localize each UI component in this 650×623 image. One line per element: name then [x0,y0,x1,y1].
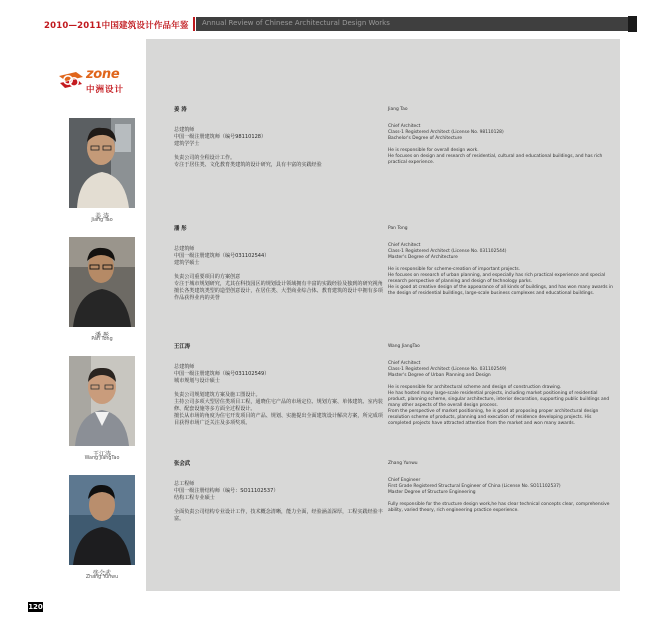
profile-en-title-line: Master Degree of Structure Engineering [388,490,476,495]
profile-cn-title-line: 中国一级注册建筑师（编号031102544） [174,253,270,259]
header-end-cap [628,16,637,32]
profile-cn-title-line: 总建筑师 [174,246,195,252]
profile-en-body-line: He is good at creative design of the appearance of all kinds of buildings, and has won many awards in the design of residential buildings, large-scale business complexes and educational buildings. [388,285,613,296]
profile-en-column [388,344,614,427]
profile-en-title-line: Chief Engineer [388,478,421,483]
profile-cn-body-line: 专注于居住类、文化教育类建筑的设计研究，具有丰富的实践经验 [174,162,322,168]
profile-en-title-line: Chief Architect [388,124,421,129]
header-bar [196,17,628,31]
profile-en-body-line: He focuses on research of urban planning, and especially has rich practical experience and special research perspective of planning and design of technology parks. [388,273,606,284]
header-title-cn: 2010—2011中国建筑设计作品年鉴 [44,21,189,31]
profile-en-title-line: Bachelor's Degree of Architecture [388,136,463,141]
portrait-name-en-2: Pan Tong [91,337,113,342]
profile-name-cn: 王江涛 [174,344,191,350]
profile-cn-title-line: 总建筑师 [174,364,195,370]
profile-cn-body-line: 负责公司规划建筑方案及施工图设计。 [174,392,261,398]
header-separator [193,17,195,31]
profile-en-body-line: Fully responsible for the structure design work,he has clear technical concepts clear, comprehensive ability, varied theory, rich engineering practice experience. [388,502,610,513]
profile-en-column [388,461,614,514]
profile-name-cn: 潘 彤 [174,226,187,232]
profile-cn-title-line: 总工程师 [174,481,195,487]
profile-en-title-line: Chief Architect [388,243,421,248]
page-number: 120 [28,603,43,611]
profile-cn-body-line: 擅长从市场的角度为住宅开发项目的产品、规划、实施提出全面建筑设计解决方案，所完成项目获得市场广泛关注及多项奖项。 [174,413,383,426]
portrait-name-en-4: Zhang Yunwu [85,575,119,580]
profile-en-title-line: First Grade Registered Structural Engineer of China (License No. SO11102537) [388,484,561,489]
profile-cn-body-line: 擅长各类建筑类型的造型创意设计，在居住类、大型商业综合体、教育建筑的设计中拥有多项作品获得业内的美誉 [174,288,383,301]
profile-cn-column [174,107,384,169]
profile-en-body-line: From the perspective of market positioning, he is good at proposing proper architectural design resolution scheme of products, planning and execution of residence developing projects. His completed projects have attracted attention from the market and won many awards. [388,409,599,426]
profile-cn-title-line: 结构工程专业硕士 [174,495,215,501]
profile-en-column [388,107,614,166]
profile-cn-title-line: 中国一级注册结构师（编号：SO11102537） [174,488,279,494]
profile-cn-title-line: 城市规划与设计硕士 [174,378,220,384]
logo-word: zone [86,67,120,82]
person-photo-icon [69,237,135,327]
profile-en-title-line: Chief Architect [388,361,421,366]
profile-cn-column [174,461,384,523]
profile-en-body-line: He has hosted many large-scale residential projects, including market positioning of residential product, planning scheme, singular architecture, interior decoration, supporting public buildings and many other aspects of the overall design process. [388,391,610,408]
profile-name-en: Wang JiangTao [388,344,420,349]
profile-en-body-line: He focuses on design and research of residential, cultural and educational buildings, and has rich practical experience. [388,154,603,165]
portrait-name-cn-2: 潘 彤 [95,332,109,339]
portrait-name-en-3: Wang JiangTao [84,456,120,461]
profile-cn-title-line: 中国一级注册建筑师（编号031102549） [174,371,270,377]
profile-en-column [388,226,614,297]
company-logo [56,66,146,96]
portrait-name-cn-4: 张会武 [92,570,111,577]
person-photo-icon [69,356,135,446]
person-photo-icon [69,118,135,208]
portrait-photo-3 [69,356,135,446]
profile-en-body-line: He is responsible for architectural scheme and design of construction drawing. [388,385,562,390]
portrait-photo-4 [69,475,135,565]
portrait-photo-1 [69,118,135,208]
profile-cn-body-line: 负责公司重要项目的方案创意 [174,274,241,280]
profile-name-en: Jiang Tao [388,107,408,112]
header-title-en: Annual Review of Chinese Architectural Design Works [202,19,390,27]
portrait-photo-2 [69,237,135,327]
profile-cn-body-line: 主持公司多项大型居住类项目工程，通晓住宅产品的市场定位、规划方案、单体建筑、室内装修、配套设施等多方面全过程设计。 [174,399,383,412]
profile-en-title-line: Class-1 Registered Architect (License No. 031102549) [388,367,507,372]
page-header [0,0,650,36]
profile-en-title-line: Class-1 Registered Architect (License No. 98110128) [388,130,504,135]
profile-cn-body-line: 全面负责公司结构专业设计工作，技术概念清晰，能力全面，经验涵盖深厚，工程实践经验丰富。 [174,509,383,522]
profile-en-title-line: Master's Degree of Architecture [388,255,458,260]
profile-name-cn: 张会武 [174,461,191,467]
profile-name-cn: 姜 涛 [174,107,187,113]
logo-chinese-name: 中洲设计 [86,85,125,95]
profile-cn-title-line: 总建筑师 [174,127,195,133]
profile-en-title-line: Master's Degree of Urban Planning and Design [388,373,491,378]
profile-cn-title-line: 建筑学学士 [174,141,200,147]
profile-cn-column [174,226,384,302]
profile-cn-column [174,344,384,427]
person-photo-icon [69,475,135,565]
portrait-name-cn-3: 王江涛 [92,451,111,458]
profile-name-en: Pan Tong [388,226,408,231]
profile-en-body-line: He is responsible for scheme-creation of important projects. [388,267,521,272]
portrait-name-cn-1: 姜 涛 [95,213,109,220]
logo-mark-icon [56,66,86,96]
profile-cn-body-line: 负责公司的全程设计工作。 [174,155,236,161]
portrait-name-en-1: Jiang Tao [91,218,113,223]
profile-cn-title-line: 建筑学硕士 [174,260,200,266]
profile-en-body-line: He is responsible for overall design work. [388,148,479,153]
profile-cn-title-line: 中国一级注册建筑师（编号98110128） [174,134,267,140]
profile-name-en: Zhang Yunwu [388,461,418,466]
profile-cn-body-line: 专注于城市规划研究，尤其在科技园区的规划设计领域拥有丰富的实践经验及独到的研究视角 [174,281,383,287]
profile-en-title-line: Class-1 Registered Architect (License No. 031102544) [388,249,507,254]
